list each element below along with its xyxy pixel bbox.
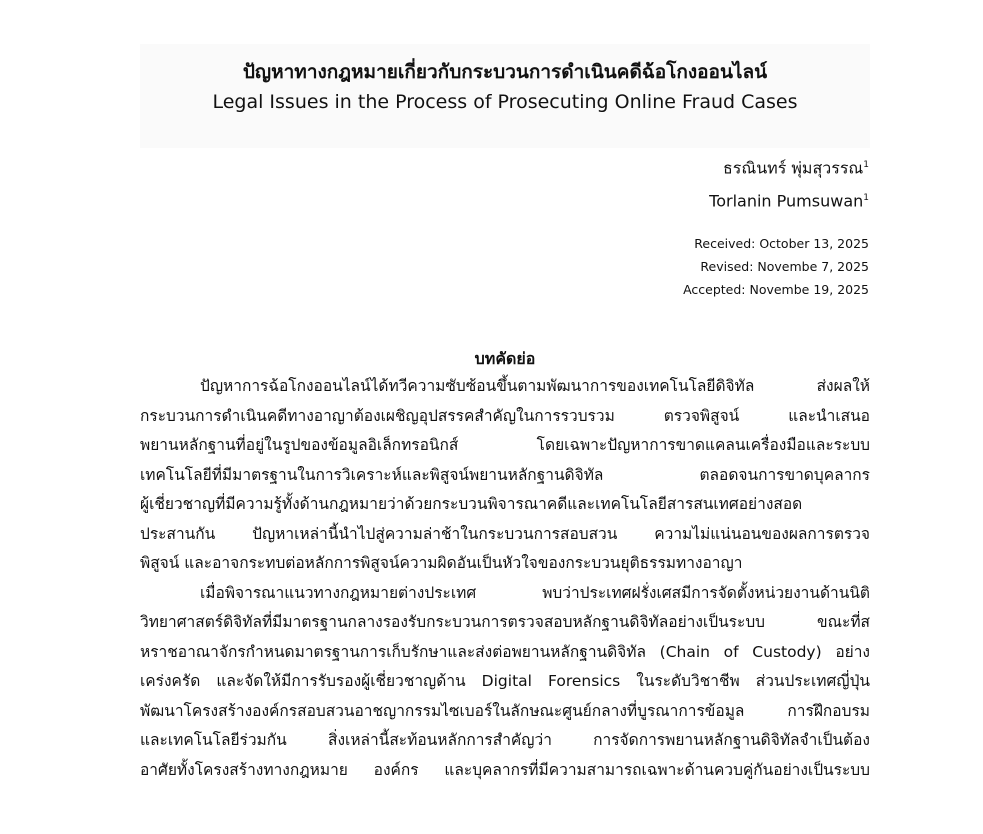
abstract-heading: บทคัดย่อ xyxy=(474,349,536,368)
abstract-p1-line: ผู้เชี่ยวชาญที่มีความรู้ทั้งด้านกฎหมายว่าด้วยกระบวนพิจารณาคดีและเทคโนโลยีสารสนเทศอย่างสอด xyxy=(140,495,803,513)
author-thai-name: ธรณินทร์ พุ่มสุวรรณ xyxy=(723,158,864,178)
abstract-p1-line: ปัญหาการฉ้อโกงออนไลน์ได้ทวีความซับซ้อนขึ้นตามพัฒนาการของเทคโนโลยีดิจิทัล ส่งผลให้ xyxy=(200,377,870,395)
received-date: Received: October 13, 2025 xyxy=(694,236,869,251)
english-title: Legal Issues in the Process of Prosecuting Online Fraud Cases xyxy=(212,91,798,113)
revised-date: Revised: Novembe 7, 2025 xyxy=(700,259,869,274)
abstract-p2-line: อาศัยทั้งโครงสร้างทางกฎหมาย องค์กร และบุคลากรที่มีความสามารถเฉพาะด้านควบคู่กันอย่างเป็นระบบ xyxy=(140,760,870,779)
abstract-body xyxy=(140,372,870,785)
author-english-affiliation-mark: 1 xyxy=(863,193,869,204)
abstract-p2-line: และเทคโนโลยีร่วมกัน สิ่งเหล่านี้สะท้อนหลักการสำคัญว่า การจัดการพยานหลักฐานดิจิทัลจำเป็นต้อง xyxy=(140,731,870,749)
abstract-p2-line: วิทยาศาสตร์ดิจิทัลที่มีมาตรฐานกลางรองรับกระบวนการตรวจสอบหลักฐานดิจิทัลอย่างเป็นระบบ ขณะที่ส xyxy=(140,613,870,631)
abstract-p2-line: พัฒนาโครงสร้างองค์กรสอบสวนอาชญากรรมไซเบอร์ในลักษณะศูนย์กลางที่บูรณาการข้อมูล การฝึกอบรม xyxy=(140,701,870,720)
abstract-p2-line: หราชอาณาจักรกำหนดมาตรฐานการเก็บรักษาและส่งต่อพยานหลักฐานดิจิทัล (Chain of Custody) อย่าง xyxy=(140,642,870,661)
author-thai xyxy=(709,150,869,183)
abstract-p1-line: พยานหลักฐานที่อยู่ในรูปของข้อมูลอิเล็กทรอนิกส์ โดยเฉพาะปัญหาการขาดแคลนเครื่องมือและระบบ xyxy=(140,436,870,454)
author-english-name: Torlanin Pumsuwan xyxy=(709,191,864,211)
abstract-p2-line: เคร่งครัด และจัดให้มีการรับรองผู้เชี่ยวชาญด้าน Digital Forensics ในระดับวิชาชีพ ส่วนประเทศญี่ปุ่น xyxy=(140,672,870,690)
author-thai-affiliation-mark: 1 xyxy=(863,160,869,170)
title-block xyxy=(140,44,870,148)
submission-dates xyxy=(683,232,869,301)
abstract-p1-line: พิสูจน์ และอาจกระทบต่อหลักการพิสูจน์ความผิดอันเป็นหัวใจของกระบวนยุติธรรมทางอาญา xyxy=(140,554,743,572)
abstract-p1-line: เทคโนโลยีที่มีมาตรฐานในการวิเคราะห์และพิสูจน์พยานหลักฐานดิจิทัล ตลอดจนการขาดบุคลากร xyxy=(140,465,870,484)
accepted-date: Accepted: Novembe 19, 2025 xyxy=(683,282,869,297)
author-block xyxy=(709,150,869,217)
abstract-p2-line: เมื่อพิจารณาแนวทางกฎหมายต่างประเทศ พบว่าประเทศฝรั่งเศสมีการจัดตั้งหน่วยงานด้านนิติ xyxy=(200,583,870,602)
abstract-p1-line: ประสานกัน ปัญหาเหล่านี้นำไปสู่ความล่าช้าในกระบวนการสอบสวน ความไม่แน่นอนของผลการตรวจ xyxy=(140,524,870,543)
author-english xyxy=(709,183,869,216)
thai-title: ปัญหาทางกฎหมายเกี่ยวกับกระบวนการดำเนินคดีฉ้อโกงออนไลน์ xyxy=(242,61,768,83)
abstract-p1-line: กระบวนการดำเนินคดีทางอาญาต้องเผชิญอุปสรรคสำคัญในการรวบรวม ตรวจพิสูจน์ และนำเสนอ xyxy=(140,406,870,425)
